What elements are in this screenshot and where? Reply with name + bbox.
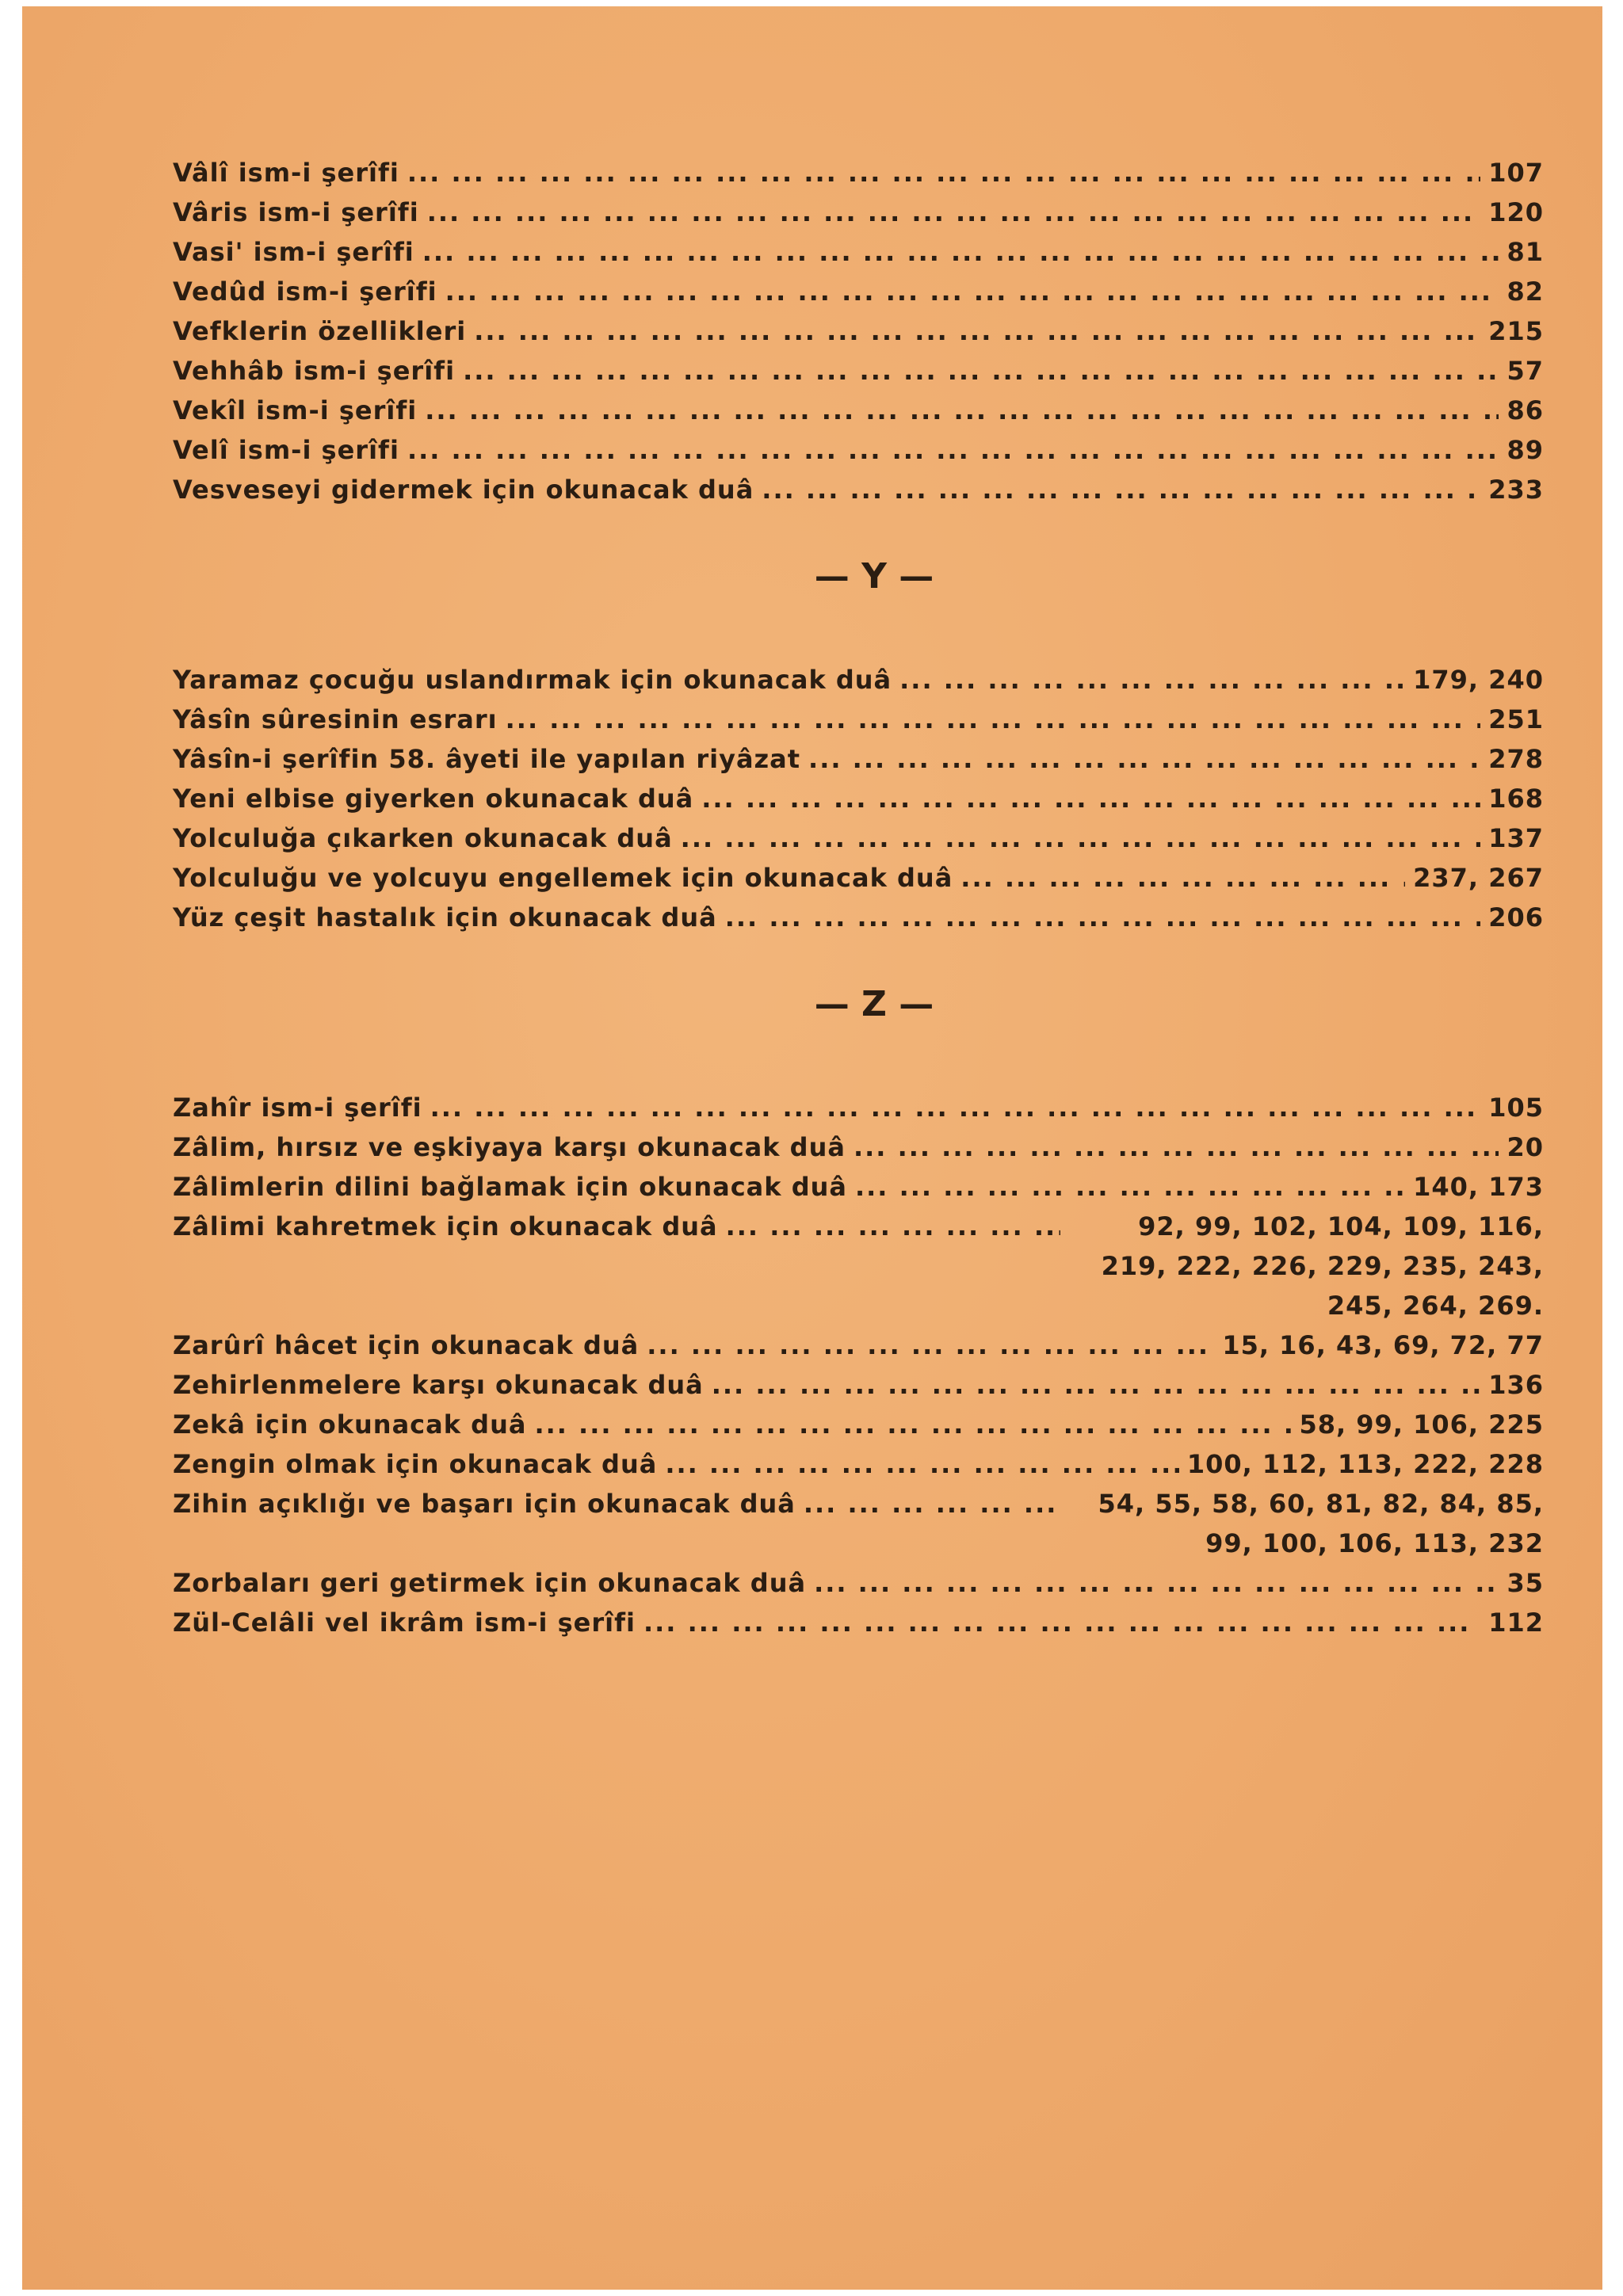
dot-leader: [445, 272, 1499, 311]
entry-pages: 86: [1507, 395, 1544, 425]
dot-leader: [463, 351, 1499, 391]
entry-pages: 215: [1488, 316, 1544, 346]
index-entry: [173, 311, 1544, 351]
entry-term: Vesveseyi gidermek için okunacak duâ: [173, 475, 754, 505]
dot-leader: [407, 430, 1499, 470]
entry-pages: 82: [1507, 277, 1544, 307]
dot-leader: [407, 153, 1480, 193]
section-z: [173, 1088, 1544, 1642]
entry-pages: 57: [1507, 356, 1544, 386]
entry-pages: 140, 173: [1413, 1172, 1544, 1202]
dot-leader: [854, 1127, 1499, 1167]
index-entry: [173, 660, 1544, 700]
dot-leader: [804, 1484, 1060, 1524]
entry-term: Zekâ için okunacak duâ: [173, 1409, 527, 1440]
entry-pages: 251: [1488, 704, 1544, 734]
dot-leader: [647, 1325, 1214, 1365]
entry-pages: 58, 99, 106, 225: [1299, 1409, 1544, 1440]
entry-term: Yeni elbise giyerken okunacak duâ: [173, 784, 694, 814]
dot-leader: [422, 232, 1499, 272]
dot-leader: [534, 1405, 1291, 1444]
dot-leader: [899, 660, 1405, 700]
entry-pages: 233: [1488, 475, 1544, 505]
entry-pages: 105: [1488, 1093, 1544, 1123]
entry-pages: 278: [1488, 744, 1544, 774]
index-entry: [173, 153, 1544, 193]
section-v: [173, 153, 1544, 509]
index-entry: [173, 470, 1544, 509]
entry-term: Zorbaları geri getirmek için okunacak duâ: [173, 1568, 807, 1598]
entry-term: Yaramaz çocuğu uslandırmak için okunacak duâ: [173, 665, 892, 695]
index-entry: [173, 1088, 1544, 1127]
entry-pages: 237, 267: [1413, 863, 1544, 893]
entry-pages: 107: [1488, 158, 1544, 188]
dot-leader: [808, 739, 1480, 779]
index-list: [173, 153, 1544, 1642]
dot-leader: [427, 193, 1481, 232]
section-heading-z: — Z —: [814, 984, 934, 1024]
dot-leader: [762, 470, 1480, 509]
dot-leader: [712, 1365, 1480, 1405]
entry-term: Yâsîn-i şerîfin 58. âyeti ile yapılan riyâzat: [173, 744, 801, 774]
index-entry: [173, 779, 1544, 818]
entry-pages: 54, 55, 58, 60, 81, 82, 84, 85, 99, 100, 106, 113, 232: [1098, 1489, 1544, 1558]
dot-leader: [643, 1603, 1480, 1642]
entry-pages: 15, 16, 43, 69, 72, 77: [1222, 1330, 1544, 1360]
entry-pages: 112: [1488, 1608, 1544, 1638]
dot-leader: [665, 1444, 1179, 1484]
index-entry: [173, 1167, 1544, 1207]
entry-term: Vefklerin özellikleri: [173, 316, 467, 346]
entry-pages: 179, 240: [1413, 665, 1544, 695]
index-entry: [173, 1207, 1544, 1325]
entry-pages: 206: [1488, 902, 1544, 933]
section-y: [173, 660, 1544, 937]
entry-pages: 120: [1488, 197, 1544, 227]
entry-pages: 20: [1507, 1132, 1544, 1162]
index-entry: [173, 1603, 1544, 1642]
dot-leader: [681, 818, 1481, 858]
dot-leader: [425, 391, 1499, 430]
index-entry: [173, 351, 1544, 391]
entry-term: Zâlimi kahretmek için okunacak duâ: [173, 1211, 718, 1241]
dot-leader: [701, 779, 1480, 818]
entry-term: Zahîr ism-i şerîfi: [173, 1093, 422, 1123]
index-entry: [173, 1405, 1544, 1444]
dot-leader: [726, 1207, 1060, 1246]
index-entry: [173, 193, 1544, 232]
entry-pages: 81: [1507, 237, 1544, 267]
index-entry: [173, 700, 1544, 739]
entry-term: Zengin olmak için okunacak duâ: [173, 1449, 658, 1479]
dot-leader: [430, 1088, 1481, 1127]
index-entry: [173, 818, 1544, 858]
index-entry: [173, 898, 1544, 937]
entry-term: Vedûd ism-i şerîfi: [173, 277, 437, 307]
entry-term: Vehhâb ism-i şerîfi: [173, 356, 456, 386]
index-entry: [173, 1127, 1544, 1167]
entry-pages: 89: [1507, 435, 1544, 465]
index-page: [22, 6, 1602, 2290]
entry-term: Vâris ism-i şerîfi: [173, 197, 419, 227]
entry-term: Yüz çeşit hastalık için okunacak duâ: [173, 902, 717, 933]
entry-term: Zehirlenmelere karşı okunacak duâ: [173, 1370, 704, 1400]
entry-term: Zarûrî hâcet için okunacak duâ: [173, 1330, 640, 1360]
entry-pages: 92, 99, 102, 104, 109, 116, 219, 222, 226, 229, 235, 243, 245, 264, 269.: [1101, 1211, 1544, 1321]
entry-term: Zâlimlerin dilini bağlamak için okunacak duâ: [173, 1172, 847, 1202]
index-entry: [173, 1563, 1544, 1603]
index-entry: [173, 232, 1544, 272]
entry-term: Velî ism-i şerîfi: [173, 435, 399, 465]
dot-leader: [855, 1167, 1405, 1207]
dot-leader: [474, 311, 1480, 351]
index-entry: [173, 430, 1544, 470]
entry-pages: 168: [1488, 784, 1544, 814]
entry-pages: 136: [1488, 1370, 1544, 1400]
index-entry: [173, 1365, 1544, 1405]
index-entry: [173, 739, 1544, 779]
entry-term: Zâlim, hırsız ve eşkiyaya karşı okunacak duâ: [173, 1132, 846, 1162]
entry-pages: 137: [1488, 823, 1544, 853]
entry-pages: 35: [1507, 1568, 1544, 1598]
dot-leader: [814, 1563, 1499, 1603]
index-entry: [173, 1484, 1544, 1563]
dot-leader: [725, 898, 1481, 937]
index-entry: [173, 1444, 1544, 1484]
entry-term: Vâlî ism-i şerîfi: [173, 158, 399, 188]
index-entry: [173, 1325, 1544, 1365]
section-heading-y: — Y —: [814, 556, 934, 597]
entry-pages: 100, 112, 113, 222, 228: [1186, 1449, 1544, 1479]
index-entry: [173, 858, 1544, 898]
dot-leader: [506, 700, 1481, 739]
entry-term: Vasi' ism-i şerîfi: [173, 237, 414, 267]
entry-term: Yolculuğu ve yolcuyu engellemek için okunacak duâ: [173, 863, 953, 893]
entry-term: Zül-Celâli vel ikrâm ism-i şerîfi: [173, 1608, 636, 1638]
dot-leader: [960, 858, 1405, 898]
entry-term: Zihin açıklığı ve başarı için okunacak duâ: [173, 1489, 796, 1519]
entry-term: Yâsîn sûresinin esrarı: [173, 704, 498, 734]
entry-term: Vekîl ism-i şerîfi: [173, 395, 418, 425]
entry-term: Yolculuğa çıkarken okunacak duâ: [173, 823, 673, 853]
index-entry: [173, 272, 1544, 311]
index-entry: [173, 391, 1544, 430]
